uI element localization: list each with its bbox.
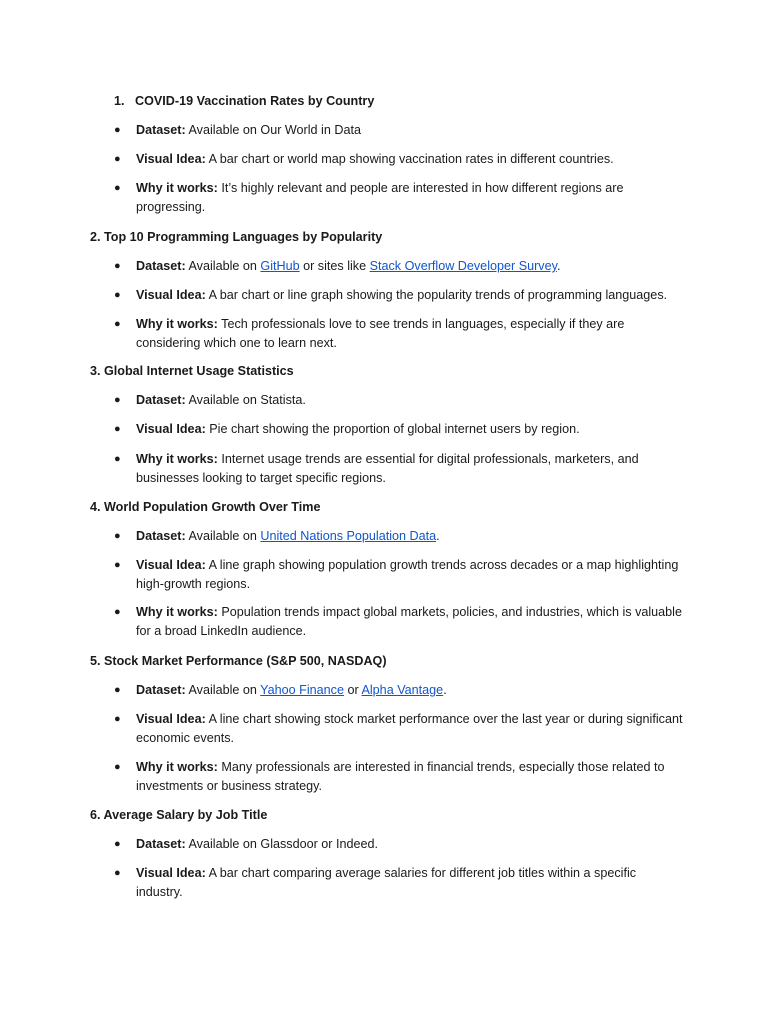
section-number: 1. <box>114 94 125 108</box>
un-population-data-link[interactable]: United Nations Population Data <box>260 529 437 543</box>
item-text: Available on Statista. <box>185 393 306 407</box>
item-label: Dataset: <box>136 393 186 407</box>
bullet-icon: ● <box>114 124 121 136</box>
item-label: Visual Idea: <box>136 288 206 302</box>
list-item <box>114 556 684 594</box>
item-text: A bar chart or world map showing vaccination rates in different countries. <box>205 152 614 166</box>
item-label: Why it works: <box>136 452 218 466</box>
stack-overflow-survey-link[interactable]: Stack Overflow Developer Survey <box>369 259 557 273</box>
section-heading-6: 6. Average Salary by Job Title <box>90 808 268 822</box>
section-heading-2: 2. Top 10 Programming Languages by Popularity <box>90 230 383 244</box>
list-item <box>114 121 684 140</box>
item-label: Visual Idea: <box>136 712 206 726</box>
bullet-icon: ● <box>114 867 121 879</box>
item-label: Why it works: <box>136 605 218 619</box>
bullet-icon: ● <box>114 318 121 330</box>
item-text: It’s highly relevant and people are interested in how different regions are progressing. <box>136 181 624 214</box>
list-item <box>114 150 684 169</box>
list-item <box>114 835 684 854</box>
item-text: . <box>436 529 440 543</box>
bullet-icon: ● <box>114 761 121 773</box>
item-text: Available on Our World in Data <box>185 123 361 137</box>
item-label: Why it works: <box>136 760 218 774</box>
item-label: Visual Idea: <box>136 866 206 880</box>
bullet-icon: ● <box>114 423 121 435</box>
list-item <box>114 758 684 796</box>
item-text: Available on <box>185 683 261 697</box>
item-text: . <box>556 259 561 273</box>
alpha-vantage-link[interactable]: Alpha Vantage <box>361 683 444 697</box>
list-item <box>114 710 684 748</box>
bullet-icon: ● <box>114 289 121 301</box>
bullet-icon: ● <box>114 713 121 725</box>
section-heading-5: 5. Stock Market Performance (S&P 500, NASDAQ) <box>90 654 387 668</box>
item-label: Visual Idea: <box>136 558 206 572</box>
item-label: Dataset: <box>136 123 186 137</box>
bullet-icon: ● <box>114 394 121 406</box>
item-text: Tech professionals love to see trends in languages, especially if they are considering which one to learn next. <box>136 317 625 350</box>
item-text: Available on Glassdoor or Indeed. <box>185 837 379 851</box>
item-label: Why it works: <box>136 181 218 195</box>
item-label: Dataset: <box>136 259 186 273</box>
item-label: Visual Idea: <box>136 152 206 166</box>
item-text: A line chart showing stock market performance over the last year or during significant economic events. <box>136 712 683 745</box>
item-text: A bar chart comparing average salaries for different job titles within a specific industry. <box>136 866 637 899</box>
section-title: COVID-19 Vaccination Rates by Country <box>135 94 375 108</box>
item-label: Dataset: <box>136 837 186 851</box>
item-label: Dataset: <box>136 529 186 543</box>
bullet-icon: ● <box>114 684 121 696</box>
bullet-icon: ● <box>114 182 121 194</box>
item-label: Dataset: <box>136 683 186 697</box>
bullet-icon: ● <box>114 153 121 165</box>
bullet-icon: ● <box>114 838 121 850</box>
item-text: Many professionals are interested in financial trends, especially those related to investments or business strategy. <box>136 760 665 793</box>
list-item <box>114 864 684 902</box>
list-item <box>114 257 684 276</box>
list-item <box>114 681 684 700</box>
item-text: Internet usage trends are essential for digital professionals, marketers, and businesses looking to target specific regions. <box>136 452 639 485</box>
item-text: Pie chart showing the proportion of global internet users by region. <box>205 422 580 436</box>
bullet-icon: ● <box>114 453 121 465</box>
item-label: Why it works: <box>136 317 218 331</box>
item-text: Available on <box>185 259 261 273</box>
section-heading-4: 4. World Population Growth Over Time <box>90 500 321 514</box>
item-text: or <box>343 683 362 697</box>
github-link[interactable]: GitHub <box>260 259 300 273</box>
item-text: or sites like <box>299 259 370 273</box>
item-text: Population trends impact global markets, policies, and industries, which is valuable for a broad LinkedIn audience. <box>136 605 682 638</box>
item-text: A line graph showing population growth trends across decades or a map highlighting high-growth regions. <box>136 558 679 591</box>
bullet-icon: ● <box>114 559 121 571</box>
item-label: Visual Idea: <box>136 422 206 436</box>
item-text: . <box>443 683 447 697</box>
list-item <box>114 527 684 546</box>
yahoo-finance-link[interactable]: Yahoo Finance <box>260 683 344 697</box>
list-item <box>114 391 684 410</box>
item-text: A bar chart or line graph showing the popularity trends of programming languages. <box>205 288 668 302</box>
bullet-icon: ● <box>114 260 121 272</box>
section-heading-3: 3. Global Internet Usage Statistics <box>90 364 294 378</box>
list-item <box>114 286 684 305</box>
list-item <box>114 315 684 353</box>
list-item <box>114 450 684 488</box>
list-item <box>114 603 684 641</box>
list-item <box>114 420 684 439</box>
item-text: Available on <box>185 529 261 543</box>
list-item <box>114 179 684 217</box>
bullet-icon: ● <box>114 530 121 542</box>
bullet-icon: ● <box>114 606 121 618</box>
